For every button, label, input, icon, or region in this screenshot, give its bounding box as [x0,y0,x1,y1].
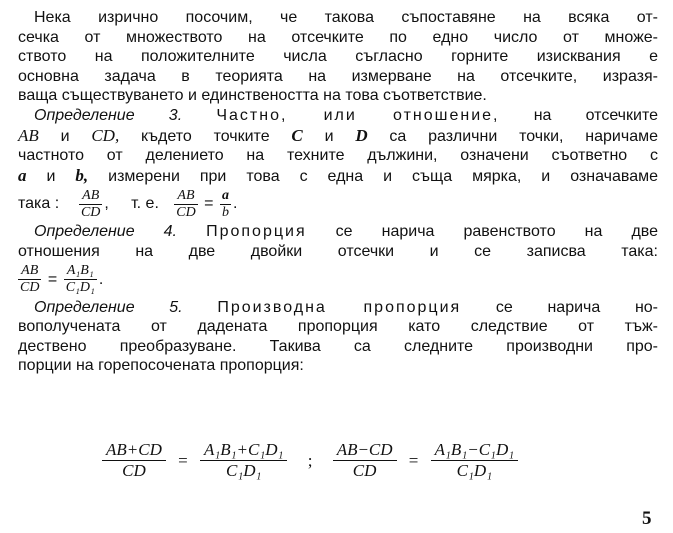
def3-te: т. е. [131,195,159,213]
def3-line-1 [18,106,658,126]
derived-proportions-formula [100,440,520,481]
formula-fraction-4 [431,440,519,481]
def3-label: Определение 3. [34,106,183,124]
fraction-denominator: CD [176,204,196,220]
def3-point-c: C [291,125,303,145]
def3-segment-cd: CD, [91,125,120,145]
def3-comma: , [104,195,109,213]
fraction-denominator: CD [122,461,146,480]
def4-label: Определение 4. [34,223,178,241]
formula-fraction-3 [333,440,397,481]
paragraph1-line-4: основна задача в теорията на измерване на отсечките, изразя- [18,67,658,85]
def3-l4-rest: измерени при това с една и съща мярка, и означаваме [108,167,659,185]
fraction-numerator: A₁B₁ [64,263,97,280]
def3-tak: така : [18,195,60,213]
fraction-denominator: CD [20,279,40,295]
page-number: 5 [642,508,652,529]
fraction-denominator: CD [80,204,101,220]
def4-l1-rest: се нарича равенството на две [335,223,658,241]
def3-term: Частно, или отношение, [216,106,500,124]
def3-line-4 [18,166,658,187]
def4-line-3 [18,262,658,298]
def3-l2-end: са различни точки, наричаме [389,127,659,145]
fraction-denominator: C₁D₁ [225,461,262,480]
def3-and3: и [46,167,56,185]
fraction-denominator: C₁D₁ [456,461,493,480]
def3-line-2 [18,126,658,147]
def5-line-3: дествено преобразуване. Такива са следните производни про- [18,337,658,355]
def3-fraction-ab-cd-2 [174,188,197,221]
def5-term: Производна пропорция [217,298,462,316]
def4-fraction-a1b1-c1d1 [64,263,97,296]
def4-line-2: отношения на две двойки отсечки и се записва така: [18,242,658,260]
def4-line-1 [18,222,658,242]
def3-fraction-a-b [220,188,231,221]
fraction-denominator: b [221,204,229,220]
body-text [18,8,658,376]
paragraph1-line-3: ството на положителните числа съгласно горните изисквания е [18,48,658,66]
formula-equals-2: = [408,450,419,470]
def3-line-5 [18,186,658,222]
fraction-denominator: C₁D₁ [65,279,95,295]
def4-term: Пропорция [206,223,307,241]
def3-equals: = [204,195,214,213]
formula-fraction-2 [200,440,288,481]
def5-l1-rest: се нарича но- [495,298,658,316]
def3-mid: където точките [141,127,270,145]
def3-period: . [232,195,238,213]
def4-period: . [98,270,104,288]
paragraph1-line-5: ваща съществуването и единствеността на това съответствие. [18,87,487,105]
def4-fraction-ab-cd [18,263,41,296]
def3-and: и [60,127,70,145]
fraction-numerator: AB−CD [333,440,397,461]
def5-line-1 [18,298,658,318]
formula-fraction-1 [102,440,166,481]
fraction-numerator: AB+CD [102,440,166,461]
paragraph1-line-1: Нека изрично посочим, че такова съпоставяне на всяка от- [34,9,658,26]
fraction-denominator: CD [352,461,377,480]
def3-length-a: a [18,165,27,185]
def3-fraction-ab-cd [79,188,102,221]
fraction-numerator: AB [18,263,41,280]
fraction-numerator: AB [174,188,197,205]
def3-segment-ab: AB [18,125,39,145]
def4-equals: = [47,270,58,288]
def3-line-3: частното от делението на техните дължини, означени съответно с [18,147,658,165]
def3-and2: и [324,127,334,145]
formula-separator: ; [307,450,313,470]
def3-point-d: D [355,125,368,145]
fraction-numerator: A₁B₁−C₁D₁ [431,440,519,461]
def5-line-2: вополучената от дадената пропорция като следствие от тъж- [18,318,658,336]
fraction-numerator: AB [79,188,102,205]
def3-length-b: b, [75,165,89,185]
paragraph1-line-2: сечка от множеството на отсечките по едно число от множе- [18,28,658,46]
fraction-numerator: A₁B₁+C₁D₁ [200,440,288,461]
def5-label: Определение 5. [34,298,183,316]
formula-equals-1: = [178,450,188,470]
fraction-numerator: a [221,187,229,203]
def5-line-4: порции на горепосочената пропорция: [18,357,304,375]
def3-l1-rest: на отсечките [533,106,658,124]
